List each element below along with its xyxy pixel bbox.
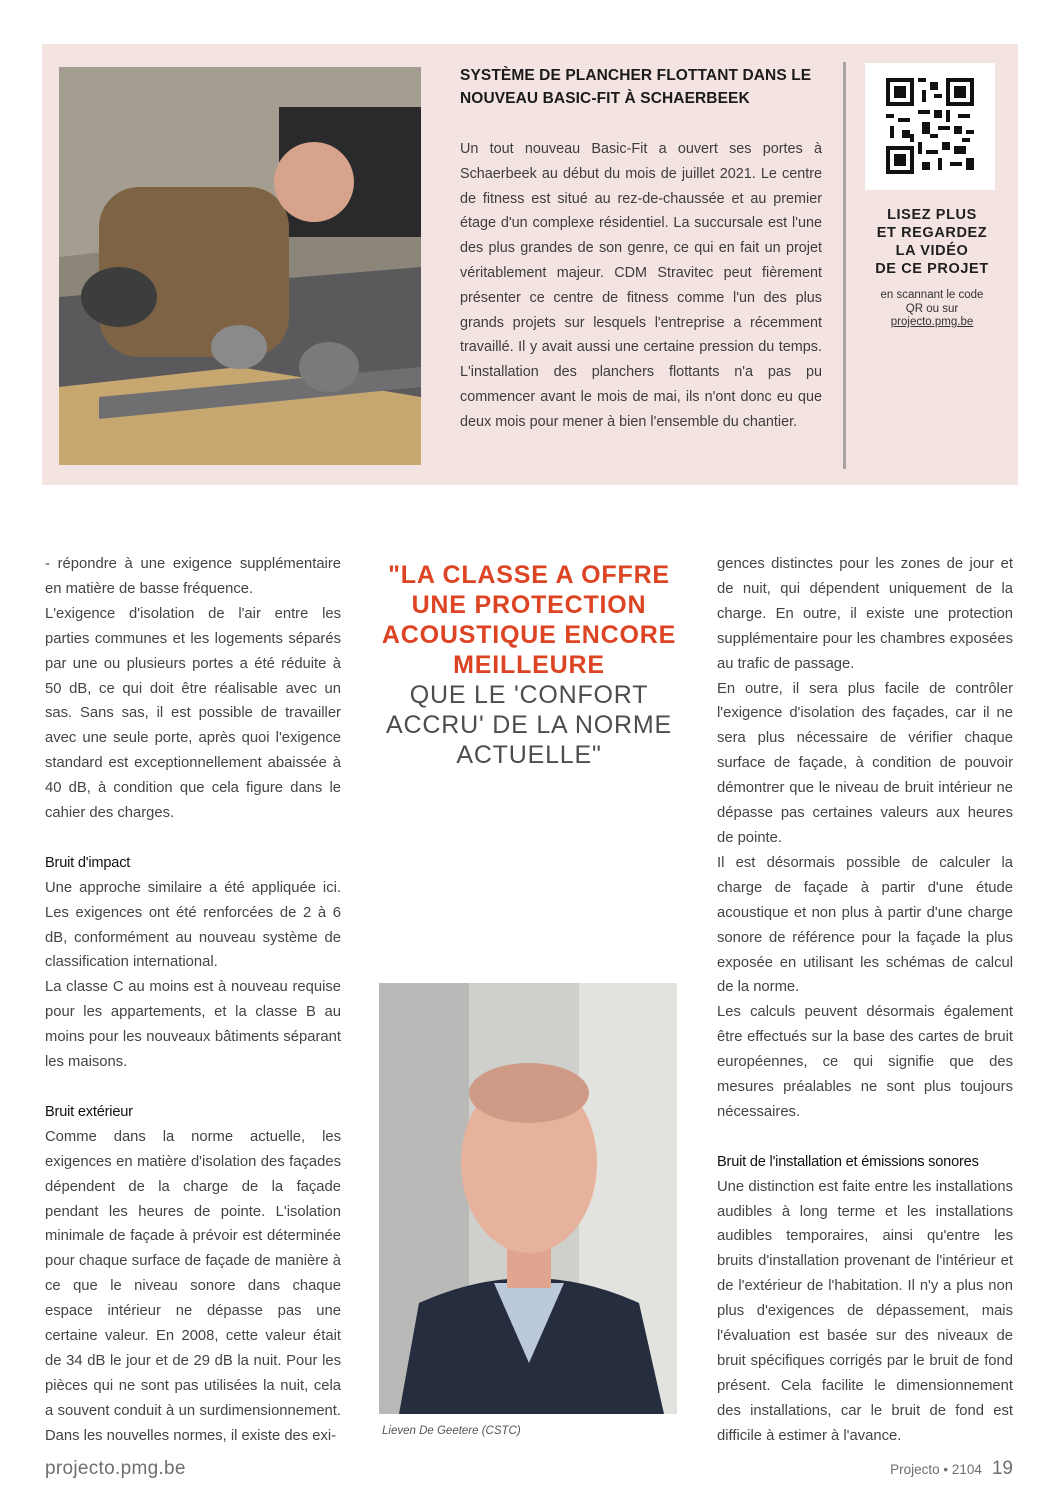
box-title-line2: NOUVEAU BASIC-FIT À SCHAERBEEK bbox=[460, 90, 750, 107]
issue-label: Projecto • 2104 bbox=[890, 1462, 982, 1477]
heading-installation-noise: Bruit de l'installation et émissions sonores bbox=[717, 1153, 979, 1170]
footer-issue bbox=[890, 1458, 1013, 1480]
worker-photo bbox=[59, 67, 421, 465]
qr-subtext-line: QR ou sur bbox=[905, 302, 959, 315]
heading-impact-noise: Bruit d'impact bbox=[45, 854, 131, 871]
project-box bbox=[42, 44, 1018, 485]
paragraph: Une approche similaire a été appliquée ici. Les exigences ont été renforcées de 2 à 6 dB, conformément au nouveau système de classification international. bbox=[45, 879, 341, 971]
pull-quote-rest: QUE LE 'CONFORT ACCRU' DE LA NORME ACTUELLE" bbox=[386, 681, 672, 769]
portrait-photo bbox=[379, 983, 677, 1414]
spacer bbox=[45, 1075, 341, 1100]
footer-site-link[interactable]: projecto.pmg.be bbox=[45, 1458, 186, 1479]
paragraph: Une distinction est faite entre les installations audibles à long terme et les installations audibles temporaires, ainsi qu'entre les bruits d'installation provenant de l'intérieur et de l'extérieur de l'habitation. Il n'y a plus non plus d'exigences de dépassement, mais l'évaluation est basée sur des niveaux de bruit spécifiques corrigés par le bruit de fond présent. Cela facilite le dimensionnement des installations, car le bruit de fond est difficile à estimer à l'avance. bbox=[717, 1178, 1013, 1444]
qr-heading-line: LISEZ PLUS bbox=[887, 207, 977, 223]
pull-quote bbox=[374, 560, 684, 770]
box-title bbox=[460, 64, 822, 110]
paragraph: Il est désormais possible de calculer la charge de façade à partir d'une étude acoustique et non plus à partir d'une charge sonore de référence pour la façade la plus exposée en utilisant les schémas de calcul de la norme. bbox=[717, 854, 1013, 996]
paragraph: L'exigence d'isolation de l'air entre les parties communes et les logements séparés par une ou plusieurs portes a été réduite à 50 dB, ce qui doit être réalisable avec un sas. Sans sas, il est possible de travailler avec une seule porte, après quoi l'exigence standard est exceptionnellement abaissée à 40 dB, à condition que cela figure dans le cahier des charges. bbox=[45, 605, 341, 822]
right-column bbox=[717, 552, 1013, 1449]
paragraph: gences distinctes pour les zones de jour et de nuit, qui dépendent uniquement de la charge. En outre, il existe une protection supplémentaire pour les chambres exposées au trafic de passage. bbox=[717, 556, 1013, 672]
box-title-line1: SYSTÈME DE PLANCHER FLOTTANT DANS LE bbox=[460, 67, 812, 84]
qr-heading-line: DE CE PROJET bbox=[875, 261, 989, 277]
divider bbox=[843, 62, 846, 469]
paragraph: Comme dans la norme actuelle, les exigences en matière d'isolation des façades dépendent de la charge de la façade pendant les heures de pointe. L'isolation minimale de façade à prévoir est déterminée pour chaque surface de façade de manière à ce que le niveau sonore dans chaque espace intérieur ne dépasse pas une certaine valeur. En 2008, cette valeur était de 34 dB le jour et de 29 dB la nuit. Pour les pièces qui ne sont pas utilisées la nuit, cela a souvent conduit à un surdimensionnement. Dans les nouvelles normes, il existe des exi- bbox=[45, 1128, 341, 1444]
qr-subtext bbox=[862, 289, 1002, 330]
paragraph: La classe C au moins est à nouveau requise pour les appartements, et la classe B au moins pour les nouveaux bâtiments séparant les maisons. bbox=[45, 979, 341, 1071]
heading-exterior-noise: Bruit extérieur bbox=[45, 1103, 133, 1120]
pull-quote-highlight: "LA CLASSE A OFFRE UNE PROTECTION ACOUSTIQUE ENCORE MEILLEURE bbox=[381, 561, 677, 679]
page-number: 19 bbox=[991, 1458, 1013, 1479]
qr-heading-line: ET REGARDEZ bbox=[876, 225, 988, 241]
qr-code[interactable] bbox=[865, 63, 995, 190]
box-text: Un tout nouveau Basic-Fit a ouvert ses portes à Schaerbeek au début du mois de juillet 2021. Le centre de fitness est situé au rez-de-chaussée et au premier étage d'un complexe résidentiel. La succursale est l'une des plus grandes de son genre, ce qui en fait un projet véritablement majeur. CDM Stravitec peut fièrement présenter ce centre de fitness comme l'un des plus grands projets sur lesquels l'entreprise a récemment travaillé. Il y avait aussi une certaine pression du temps. L'installation des planchers flottants n'a pas pu commencer avant le mois de mai, ils n'ont donc eu que deux mois pour mener à bien l'ensemble du chantier. bbox=[460, 141, 822, 430]
qr-code-icon bbox=[886, 77, 974, 175]
paragraph: En outre, il sera plus facile de contrôler l'exigence d'isolation des façades, car il ne sera plus nécessaire de vérifier chaque surface de façade, à condition de pouvoir démontrer que le niveau de bruit intérieur ne dépasse pas certaines valeurs aux heures de pointe. bbox=[717, 680, 1013, 846]
portrait-caption: Lieven De Geetere (CSTC) bbox=[382, 1425, 521, 1437]
paragraph: - répondre à une exigence supplémentaire en matière de basse fréquence. bbox=[45, 556, 341, 597]
spacer bbox=[717, 1125, 1013, 1150]
left-column bbox=[45, 552, 341, 1449]
portrait-illustration bbox=[379, 983, 677, 1414]
project-link[interactable]: projecto.pmg.be bbox=[890, 316, 974, 328]
qr-heading bbox=[862, 206, 1002, 278]
spacer bbox=[45, 826, 341, 851]
paragraph: Les calculs peuvent désormais également être effectués sur la base des cartes de bruit européennes, ce qui signifie que des mesures préalables ne sont plus toujours nécessaires. bbox=[717, 1004, 1013, 1120]
worker-illustration bbox=[59, 67, 421, 465]
qr-subtext-line: en scannant le code bbox=[880, 289, 984, 301]
qr-heading-line: LA VIDÉO bbox=[895, 243, 969, 259]
